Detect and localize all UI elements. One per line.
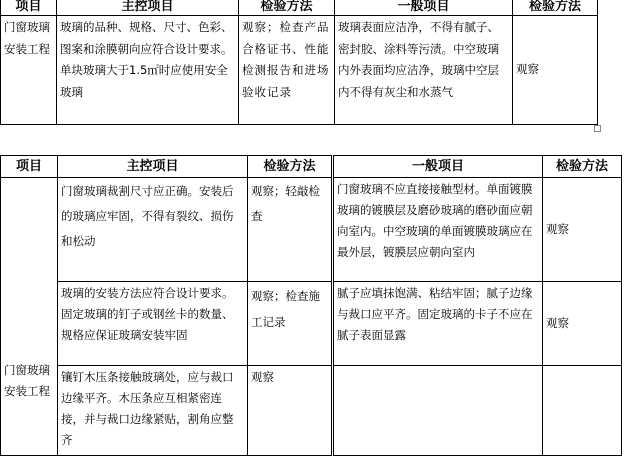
header-general-item: 一般项目 <box>335 0 513 16</box>
header-general-item: 一般项目 <box>333 156 543 178</box>
header-project: 项目 <box>1 0 57 16</box>
table-resize-handle[interactable] <box>594 125 601 132</box>
general-item-cell: 腻子应填抹饱满、粘结牢固；腻子边缘与裁口应平齐。固定玻璃的卡子不应在腻子表面显露 <box>333 282 543 366</box>
header-main-item: 主控项目 <box>58 156 248 178</box>
main-method-cell: 观察；检查施工记录 <box>248 282 333 366</box>
main-item-cell: 玻璃的安装方法应符合设计要求。固定玻璃的钉子或钢丝卡的数量、规格应保证玻璃安装牢固 <box>58 282 248 366</box>
general-item-cell: 门窗玻璃不应直接接触型材。单面镀膜玻璃的镀膜层及磨砂玻璃的磨砂面应朝向室内。中空玻璃的单面镀膜玻璃应在最外层，镀膜层应朝向室内 <box>333 178 543 282</box>
main-item-cell: 门窗玻璃裁割尺寸应正确。安装后的玻璃应牢固，不得有裂纹、损伤和松动 <box>58 178 248 282</box>
inspection-table-2 <box>0 155 622 456</box>
general-method-cell: 观察 <box>543 282 622 366</box>
main-method-cell: 观察；检查产品合格证书、性能检测报告和进场验收记录 <box>239 16 335 125</box>
table-row <box>1 178 622 282</box>
header-project: 项目 <box>1 156 58 178</box>
table-row <box>1 366 622 456</box>
general-item-cell <box>333 366 543 456</box>
header-main-method: 检验方法 <box>248 156 333 178</box>
header-main-item: 主控项目 <box>57 0 239 16</box>
general-method-cell <box>543 366 622 456</box>
inspection-table-1 <box>0 0 598 125</box>
header-general-method: 检验方法 <box>513 0 598 16</box>
general-method-cell: 观察 <box>513 16 598 125</box>
main-item-cell: 玻璃的品种、规格、尺寸、色彩、图案和涂膜朝向应符合设计要求。单块玻璃大于1.5㎡时应使用安全玻璃 <box>57 16 239 125</box>
header-general-method: 检验方法 <box>543 156 622 178</box>
header-main-method: 检验方法 <box>239 0 335 16</box>
table-row <box>1 282 622 366</box>
general-method-cell: 观察 <box>543 178 622 282</box>
general-item-cell: 玻璃表面应洁净，不得有腻子、密封胶、涂料等污渍。中空玻璃内外表面均应洁净，玻璃中空层内不得有灰尘和水蒸气 <box>335 16 513 125</box>
project-cell: 门窗玻璃安装工程 <box>1 16 57 125</box>
main-method-cell: 观察；轻敲检查 <box>248 178 333 282</box>
main-method-cell: 观察 <box>248 366 333 456</box>
project-cell: 门窗玻璃安装工程 <box>1 178 58 456</box>
main-item-cell: 镶钉木压条接触玻璃处，应与裁口边缘平齐。木压条应互相紧密连接，并与裁口边缘紧贴，割角应整齐 <box>58 366 248 456</box>
